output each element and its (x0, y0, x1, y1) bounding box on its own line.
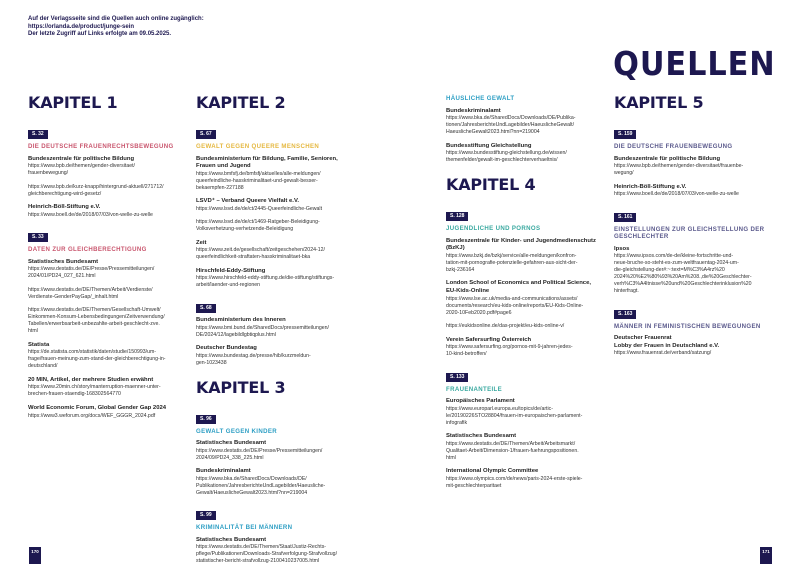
source-url-line[interactable]: https://www.destatis.de/DE/Presse/Pressemitteilungen/ (196, 447, 323, 454)
source-entry (196, 468, 358, 497)
source-url-line[interactable]: 2024/01/PD24_027_621.html (28, 273, 96, 280)
source-url-line[interactable]: le/20190226STO28804/frauen-im-europaischen-parlament- (446, 412, 583, 419)
source-url-line[interactable]: https://www.lsvd.de/de/ct/2445-Queerfeindliche-Gewalt (196, 205, 323, 212)
source-url-line[interactable]: queerfeindlichkeit-straftaten-hasskriminalitaet-bka (196, 254, 311, 261)
source-title: Deutscher Frauenrat (614, 335, 672, 342)
section-heading (614, 323, 776, 331)
source-url[interactable] (446, 344, 608, 358)
source-url[interactable] (446, 323, 608, 330)
source-url-line[interactable]: Qualitaet-Arbeit/Dimension-1/frauen-fuehrungspositionen. (446, 447, 579, 454)
section-heading (614, 143, 776, 151)
source-title: Lobby der Frauen in Deutschland e.V. (614, 342, 720, 349)
source-entry (28, 307, 190, 335)
source-title: LSVD⁺ – Verband Queere Vielfalt e.V. (196, 198, 299, 205)
source-url[interactable] (28, 287, 190, 301)
source-entry (446, 433, 608, 462)
source-url-line[interactable]: 2024%20%E2%80%93%20Am%208.,die%20Geschlechter- (614, 274, 752, 281)
section-heading (28, 143, 190, 151)
source-url-line[interactable]: https://www.bpb.de/kurz-knapp/hintergrund-aktuell/271712/ (28, 183, 164, 190)
source-url-line[interactable]: gleichberechtigung-wird-gesetz/ (28, 190, 102, 197)
page-badge: S. 68 (196, 304, 216, 313)
section-heading-line: MÄNNER IN FEMINISTISCHEN BEWEGUNGEN (614, 322, 761, 330)
section-heading-line: KRIMINALITÄT BEI MÄNNERN (196, 524, 293, 532)
chapter-heading: KAPITEL 4 (446, 175, 536, 195)
intro-line: Der letzte Zugriff auf Links erfolgte am 09.05.2025. (28, 31, 172, 38)
source-title: EU-Kids-Online (446, 287, 490, 294)
page-ref (196, 122, 358, 143)
source-url-line[interactable]: https://www.bzkj.de/bzkj/service/alle-meldungen/konfron- (446, 252, 577, 259)
section-heading (614, 226, 776, 241)
column-3 (446, 95, 608, 496)
source-title: International Olympic Committee (446, 468, 539, 475)
page-ref (446, 365, 608, 386)
source-entry (446, 323, 608, 330)
source-title: Frauen und Jugend (196, 163, 251, 170)
source-url-line[interactable]: tation-mit-pornografie-potenzielle-gefahren-aus-sicht-der- (446, 259, 578, 266)
column-2 (196, 94, 358, 572)
source-url-line[interactable]: verh%C3%A4ltnisse%20und%20Geschlechterinklusion%20 (614, 281, 752, 288)
column-1 (28, 94, 190, 426)
source-entry (196, 268, 358, 290)
source-entry (446, 280, 608, 316)
source-url[interactable] (614, 253, 776, 295)
source-url-line[interactable]: queerfeindliche-hasskriminalitaet-und-gewalt-besser- (196, 177, 318, 184)
source-url-line[interactable]: https://www.bundesstiftung-gleichstellung.de/wissen/ (446, 150, 567, 157)
source-url-line[interactable]: 2024/09/PD24_338_225.html (196, 454, 264, 461)
source-url[interactable] (196, 275, 358, 289)
source-title: Statista (28, 341, 50, 348)
source-title: 20 MIN, Artikel, der mehrere Studien erwähnt (28, 376, 154, 383)
source-url-line[interactable]: arbeit/laender-und-regionen (196, 282, 261, 289)
source-url-line[interactable]: https://www.lse.ac.uk/media-and-communications/assets/ (446, 295, 578, 302)
source-title: Verein Safersurfing Österreich (446, 336, 532, 343)
source-url-line[interactable]: https://www.destatis.de/DE/Themen/Arbeit/Arbeitsmarkt/ (446, 440, 576, 447)
source-url-line[interactable]: Publikationen/JahresberichteUndLagebilder/Haeusliche- (196, 482, 326, 489)
page-badge: S. 33 (28, 233, 48, 242)
source-url-line[interactable]: 10-kind-betroffen/ (446, 351, 487, 358)
source-entry (28, 259, 190, 281)
page-ref (614, 205, 776, 226)
source-title: Bundeszentrale für politische Bildung (614, 155, 721, 162)
source-url-line[interactable]: https://www.europarl.europa.eu/topics/de/artic- (446, 405, 553, 412)
source-url-line[interactable]: mit-geschlechterparitaet (446, 482, 502, 489)
source-url-line[interactable]: pflege/Publikationen/Downloads-Strafverfolgung-Strafvollzug/ (196, 551, 338, 558)
section-heading (446, 225, 608, 233)
source-url-line[interactable]: https://www.zeit.de/gesellschaft/zeitgeschehen/2024-12/ (196, 247, 325, 254)
source-entry (196, 198, 358, 213)
source-url[interactable] (196, 476, 358, 497)
page-badge: S. 96 (196, 415, 216, 424)
page-ref (196, 503, 358, 524)
source-entry (196, 240, 358, 262)
section-heading (446, 95, 608, 103)
source-url[interactable] (446, 296, 608, 317)
source-url-line[interactable]: HaeuslicheGewalt2023.html?nn=219004 (446, 129, 540, 136)
source-url[interactable] (28, 307, 190, 335)
source-url-line[interactable]: Einkommen-Konsum-Lebensbedingungen/Zeitverwendung/ (28, 314, 165, 321)
source-url-line[interactable]: tionen/JahresberichteUndLagebilder/HaeuslicheGewalt/ (446, 122, 575, 129)
section-heading-line: DIE DEUTSCHE FRAUENBEWEGUNG (614, 143, 733, 150)
source-url[interactable] (196, 448, 358, 462)
source-url[interactable] (196, 247, 358, 261)
source-url[interactable] (28, 163, 190, 177)
source-url[interactable] (446, 476, 608, 490)
source-url-line[interactable]: documents/research/eu-kids-online/reports/EU-Kids-Online- (446, 302, 584, 309)
source-entry (28, 156, 190, 178)
source-url-line[interactable]: https://www.bundestag.de/presse/hib/kurzmeldun- (196, 352, 311, 359)
section-heading-line: EINSTELLUNGEN ZUR GLEICHSTELLUNG DER (614, 225, 765, 233)
source-url-line[interactable]: https://www.boell.de/de/2018/07/03/von-welle-zu-welle (614, 191, 739, 198)
source-title: Bundeskriminalamt (446, 107, 501, 114)
source-title: Bundeszentrale für politische Bildung (28, 155, 135, 162)
page-badge: S. 161 (614, 213, 636, 222)
chapter-heading: KAPITEL 5 (614, 93, 704, 112)
source-url[interactable] (196, 171, 358, 192)
source-url[interactable] (446, 150, 608, 164)
source-url[interactable] (614, 191, 776, 198)
source-url-line[interactable]: brechen-frauen-staendig-168302564770 (28, 391, 121, 398)
source-url[interactable] (28, 266, 190, 280)
source-url-line[interactable]: https://www.bka.de/SharedDocs/Downloads/DE/ (196, 475, 307, 482)
source-entry (28, 377, 190, 399)
source-url[interactable] (446, 441, 608, 462)
source-title: Heinrich-Böll-Stiftung e.V. (28, 204, 101, 211)
source-url-line[interactable]: hinterfragt. (614, 288, 639, 295)
page-ref (196, 296, 358, 317)
source-url-line[interactable]: https://www.boell.de/de/2018/07/03/von-welle-zu-welle (28, 211, 153, 218)
page-badge: S. 163 (614, 310, 636, 319)
source-url[interactable] (196, 219, 358, 233)
source-url[interactable] (28, 349, 190, 370)
source-entry (614, 156, 776, 178)
source-title: Statistisches Bundesamt (196, 440, 267, 447)
source-url-line[interactable]: https://www.lsvd.de/de/ct/1469-Ratgeber-Beleidigung- (196, 219, 320, 226)
intro-line: Auf der Verlagsseite sind die Quellen auch online zugänglich: (28, 16, 204, 22)
source-title: Europäisches Parlament (446, 398, 515, 405)
page-ref (614, 122, 776, 143)
section-heading-line: DATEN ZUR GLEICHBERECHTIGUNG (28, 246, 147, 254)
source-title: Ipsos (614, 245, 630, 252)
source-entry (446, 238, 608, 274)
page-badge: S. 99 (196, 511, 216, 520)
source-url-line[interactable]: https://www.destatis.de/DE/Themen/Staat/Justiz-Rechts- (196, 544, 327, 551)
section-heading-line: GESCHLECHTER (614, 233, 669, 241)
source-title: Statistisches Bundesamt (446, 433, 517, 440)
section-heading-line: GEWALT GEGEN KINDER (196, 427, 278, 435)
source-url-line[interactable]: https://www.frauenrat.de/verband/satzung/ (614, 350, 712, 357)
page-ref (446, 204, 608, 225)
source-title: Heinrich-Böll-Stiftung e.V. (614, 183, 687, 190)
source-url-line[interactable]: infografik (446, 419, 468, 426)
source-url-line[interactable]: DE/2024/12/lagebildlgbtiqplus.html (196, 331, 276, 338)
source-url[interactable] (614, 350, 776, 357)
source-url-line[interactable]: statistischer-bericht-strafvollzug-2100410237005.html (196, 558, 320, 565)
page-badge: S. 159 (614, 130, 636, 139)
source-entry (196, 156, 358, 192)
page-number-right: 171 (760, 547, 772, 564)
source-entry (196, 219, 358, 233)
source-url-line[interactable]: https://www.bmi.bund.de/SharedDocs/pressemitteilungen/ (196, 324, 329, 331)
section-heading-line: DIE DEUTSCHE FRAUENRECHTSBEWEGUNG (28, 143, 174, 150)
page-badge: S. 67 (196, 130, 216, 139)
source-entry (28, 405, 190, 420)
chapter-heading: KAPITEL 2 (196, 93, 286, 112)
section-heading (196, 428, 358, 436)
source-url[interactable] (28, 413, 190, 420)
source-url-line[interactable]: https://www.hirschfeld-eddy-stiftung.de/die-stiftung/stiftungs- (196, 275, 335, 282)
source-url-line[interactable]: https://www.ipsos.com/de-de/kleine-fortschritte-und- (614, 253, 734, 260)
source-url-line[interactable]: https://www.bpb.de/themen/gender-diversitaet/frauenbe- (614, 163, 744, 170)
source-url-line[interactable]: die-gleichstellung-der#:~:text=M%C3%A4rz%20 (614, 267, 725, 274)
source-title: Zeit (196, 239, 207, 246)
column-4 (614, 94, 776, 364)
source-title: Hirschfeld-Eddy-Stiftung (196, 267, 266, 274)
source-url[interactable] (28, 212, 190, 219)
source-url-line[interactable]: https://www.bpb.de/themen/gender-diversitaet/ (28, 163, 135, 170)
section-heading-line: HÄUSLICHE GEWALT (446, 95, 515, 102)
section-heading-line: JUGENDLICHE UND PORNOS (446, 225, 541, 233)
source-url-line[interactable]: wegung/ (614, 170, 634, 177)
page-ref (614, 302, 776, 323)
page-ref (196, 407, 358, 428)
source-url[interactable] (446, 115, 608, 136)
page-number-left: 170 (29, 547, 41, 564)
section-heading (28, 246, 190, 254)
source-url[interactable] (28, 384, 190, 398)
source-url-line[interactable]: frage/frauen-meinung-zum-stand-der-gleichberechtigung-in- (28, 356, 166, 363)
source-url-line[interactable]: deutschland/ (28, 363, 58, 370)
page-badge: S. 128 (446, 212, 468, 221)
source-url-line[interactable]: Verdienste-GenderPayGap/_inhalt.html (28, 293, 119, 300)
source-entry (446, 108, 608, 137)
chapter-heading: KAPITEL 3 (196, 377, 286, 397)
source-url-line[interactable]: https://www.bmfsfj.de/bmfsfj/aktuelles/alle-meldungen/ (196, 170, 321, 177)
source-url[interactable] (196, 206, 358, 213)
source-entry (196, 345, 358, 367)
source-url-line[interactable]: https://www.destatis.de/DE/Presse/Pressemitteilungen/ (28, 266, 155, 273)
source-url[interactable] (196, 544, 358, 565)
source-url-line[interactable]: https://www.destatis.de/DE/Themen/Arbeit/Verdienste/ (28, 286, 153, 293)
source-url-line[interactable]: frauenbewegung/ (28, 170, 69, 177)
source-url-line[interactable]: neue-bruche-so-steht-es-zum-weltfrauentag-2024-um- (614, 260, 739, 267)
section-heading-line: FRAUENANTEILE (446, 385, 503, 393)
source-url-line[interactable]: Gewalt/HaeuslicheGewalt2023.html?nn=219004 (196, 489, 308, 496)
source-url-line[interactable]: Volksverhetzung-verhetzende-Beleidigung (196, 226, 294, 233)
source-title: Bundeszentrale für Kinder- und Jugendmedienschutz (446, 237, 596, 244)
source-title: Deutscher Bundestag (196, 345, 257, 352)
source-url-line[interactable]: themenfelder/gewalt-im-geschlechterverhaeltnis/ (446, 157, 558, 164)
source-title: Bundesministerium für Bildung, Familie, Senioren, (196, 155, 338, 162)
source-title: Bundesstiftung Gleichstellung (446, 142, 532, 149)
section-heading (196, 143, 358, 151)
source-entry (446, 337, 608, 359)
source-url-line[interactable]: https://eukidsonline.de/das-projekt/eu-kids-online-v/ (446, 323, 565, 330)
page-ref (28, 122, 190, 143)
page-badge: S. 32 (28, 130, 48, 139)
source-url-line[interactable]: https://de.statista.com/statistik/daten/studie/150993/um- (28, 349, 157, 356)
source-url-line[interactable]: 2020-10Feb2020.pdf#page6 (446, 309, 512, 316)
page-ref (28, 225, 190, 246)
source-entry (196, 317, 358, 339)
chapter-heading: KAPITEL 1 (28, 93, 118, 112)
page-title: QUELLEN (613, 44, 776, 83)
source-url[interactable] (446, 253, 608, 274)
source-entry (28, 342, 190, 371)
source-url-line[interactable]: https://www.20min.ch/story/manterruption-maenner-unter- (28, 384, 161, 391)
source-url-line[interactable]: Tabellen/erwerbsarbeit-unbezahlte-arbeit-geschlecht-zve. (28, 321, 160, 328)
source-title: London School of Economics and Political Science, (446, 280, 591, 287)
source-entry (28, 184, 190, 198)
source-entry (614, 184, 776, 199)
source-title: Bundeskriminalamt (196, 468, 251, 475)
source-entry (614, 335, 776, 357)
source-entry (196, 537, 358, 566)
source-url[interactable] (196, 325, 358, 339)
source-entry (28, 204, 190, 219)
source-title: World Economic Forum, Global Gender Gap 2024 (28, 404, 167, 411)
source-url-line[interactable]: bzkj-236164 (446, 266, 475, 273)
section-heading-line: GEWALT GEGEN QUEERE MENSCHEN (196, 143, 320, 150)
source-entry (446, 398, 608, 427)
source-title: Statistisches Bundesamt (196, 536, 267, 543)
source-url-line[interactable]: https://www3.weforum.org/docs/WEF_GGGR_2024.pdf (28, 412, 156, 419)
source-entry (446, 468, 608, 490)
section-heading (196, 524, 358, 532)
source-url-line[interactable]: html (28, 328, 38, 335)
source-url-line[interactable]: https://www.olympics.com/de/news/paris-2024-erste-spiele- (446, 475, 583, 482)
source-entry (28, 287, 190, 301)
source-entry (196, 440, 358, 462)
page-badge: S. 133 (446, 373, 468, 382)
section-heading (446, 386, 608, 394)
source-title: Statistisches Bundesamt (28, 258, 99, 265)
source-url-line[interactable]: html (446, 454, 456, 461)
intro-link[interactable]: https://orlanda.de/product/junge-sein (28, 23, 135, 30)
source-title: Bundesministerium des Inneren (196, 316, 286, 323)
source-url-line[interactable]: https://www.destatis.de/DE/Themen/Gesellschaft-Umwelt/ (28, 307, 161, 314)
source-url[interactable] (28, 184, 190, 198)
source-url-line[interactable]: gen-1023438 (196, 359, 227, 366)
source-entry (446, 143, 608, 165)
source-url-line[interactable]: https://www.safersurfing.org/pornos-mit-9-jahren-jedes- (446, 344, 573, 351)
source-title: (BzKJ) (446, 245, 465, 252)
source-url[interactable] (446, 406, 608, 427)
source-entry (614, 246, 776, 296)
intro-note (28, 16, 204, 39)
source-url-line[interactable]: https://www.bka.de/SharedDocs/Downloads/DE/Publika- (446, 115, 576, 122)
source-url-line[interactable]: bekaempfen-227188 (196, 184, 244, 191)
source-url[interactable] (614, 163, 776, 177)
source-url[interactable] (196, 353, 358, 367)
